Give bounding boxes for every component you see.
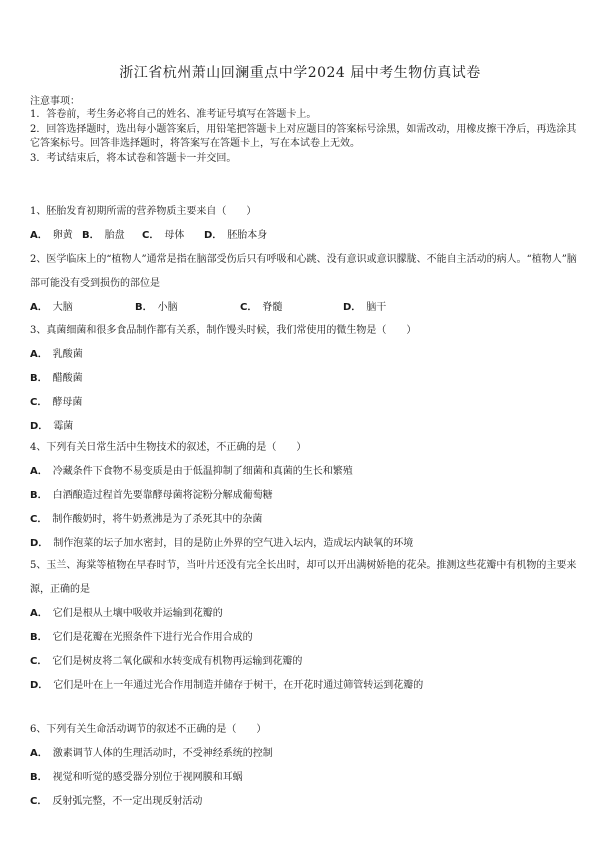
note-item: 1．答卷前，考生务必将自己的姓名、准考证号填写在答题卡上。 xyxy=(30,109,317,120)
option-d: D． 脑干 xyxy=(343,302,387,313)
option-a: A． 冷藏条件下食物不易变质是由于低温抑制了细菌和真菌的生长和繁殖 xyxy=(30,466,353,477)
question-2 xyxy=(30,248,578,320)
question-5 xyxy=(30,554,578,698)
question-stem: 4、下列有关日常生活中生物技术的叙述，不正确的是（ ） xyxy=(30,442,307,453)
option-d: D． 胚胎本身 xyxy=(204,230,268,241)
question-stem: 6、下列有关生命活动调节的叙述不正确的是（ ） xyxy=(30,724,267,735)
question-stem: 1、胚胎发育初期所需的营养物质主要来自（ ） xyxy=(30,206,257,217)
question-stem: 2、医学临床上的“植物人”通常是指在脑部受伤后只有呼吸和心跳、没有意识或意识朦胧、不能自主活动的病人。“植物人”脑部可能没有受到损伤的部位是 xyxy=(30,254,577,289)
note-item: 3．考试结束后，将本试卷和答题卡一并交回。 xyxy=(30,152,237,164)
option-b: B． 小脑 xyxy=(135,302,178,313)
option-c: C． 酵母菌 xyxy=(30,397,83,408)
option-c: C． 母体 xyxy=(142,230,185,241)
option-c: C． 它们是树皮将二氧化碳和水转变成有机物再运输到花瓣的 xyxy=(30,656,303,667)
option-c: C． 脊髓 xyxy=(240,302,283,313)
option-b: B． 白酒酿造过程首先要靠酵母菌将淀粉分解成葡萄糖 xyxy=(30,490,273,501)
question-4 xyxy=(30,436,578,556)
option-b: B． 胎盘 xyxy=(82,230,125,241)
option-b: B． 视觉和听觉的感受器分别位于视网膜和耳蜗 xyxy=(30,772,243,783)
note-item: 2．回答选择题时，选出每小题答案后，用铅笔把答题卡上对应题目的答案标号涂黑，如需改动，用橡皮擦干净后，再选涂其它答案标号。回答非选择题时，将答案写在答题卡上，写在本试卷上无效。 xyxy=(30,123,577,149)
option-b: B． 它们是花瓣在光照条件下进行光合作用合成的 xyxy=(30,632,253,643)
question-stem: 3、真菌细菌和很多食品制作都有关系，制作馒头时候，我们常使用的微生物是（ ） xyxy=(30,325,417,336)
option-d: D． 霉菌 xyxy=(30,421,74,432)
option-a: A． 它们是根从土壤中吸收并运输到花瓣的 xyxy=(30,608,223,619)
option-row xyxy=(30,296,578,320)
option-row xyxy=(30,224,578,248)
option-a: A． 激素调节人体的生理活动时，不受神经系统的控制 xyxy=(30,748,273,759)
question-6 xyxy=(30,718,578,814)
option-b: B． 醋酸菌 xyxy=(30,373,83,384)
option-d: D． 它们是叶在上一年通过光合作用制造并储存于树干，在开花时通过筛管转运到花瓣的 xyxy=(30,680,424,691)
option-a: A． 卵黄 xyxy=(30,230,73,241)
notes-heading: 注意事项： xyxy=(30,96,80,107)
option-d: D． 制作泡菜的坛子加水密封，目的是防止外界的空气进入坛内，造成坛内缺氧的环境 xyxy=(30,538,414,549)
question-1 xyxy=(30,200,578,248)
option-c: C． 反射弧完整，不一定出现反射活动 xyxy=(30,796,203,807)
question-stem: 5、玉兰、海棠等植物在早春时节，当叶片还没有完全长出时，却可以开出满树娇艳的花朵。推测这些花瓣中有机物的主要来源，正确的是 xyxy=(30,560,577,595)
option-a: A． 大脑 xyxy=(30,302,73,313)
option-c: C． 制作酸奶时，将牛奶煮沸是为了杀死其中的杂菌 xyxy=(30,514,263,525)
exam-title: 浙江省杭州萧山回澜重点中学2024 届中考生物仿真试卷 xyxy=(119,65,481,81)
question-3 xyxy=(30,319,578,439)
notes-list xyxy=(30,108,578,166)
option-a: A． 乳酸菌 xyxy=(30,349,83,360)
